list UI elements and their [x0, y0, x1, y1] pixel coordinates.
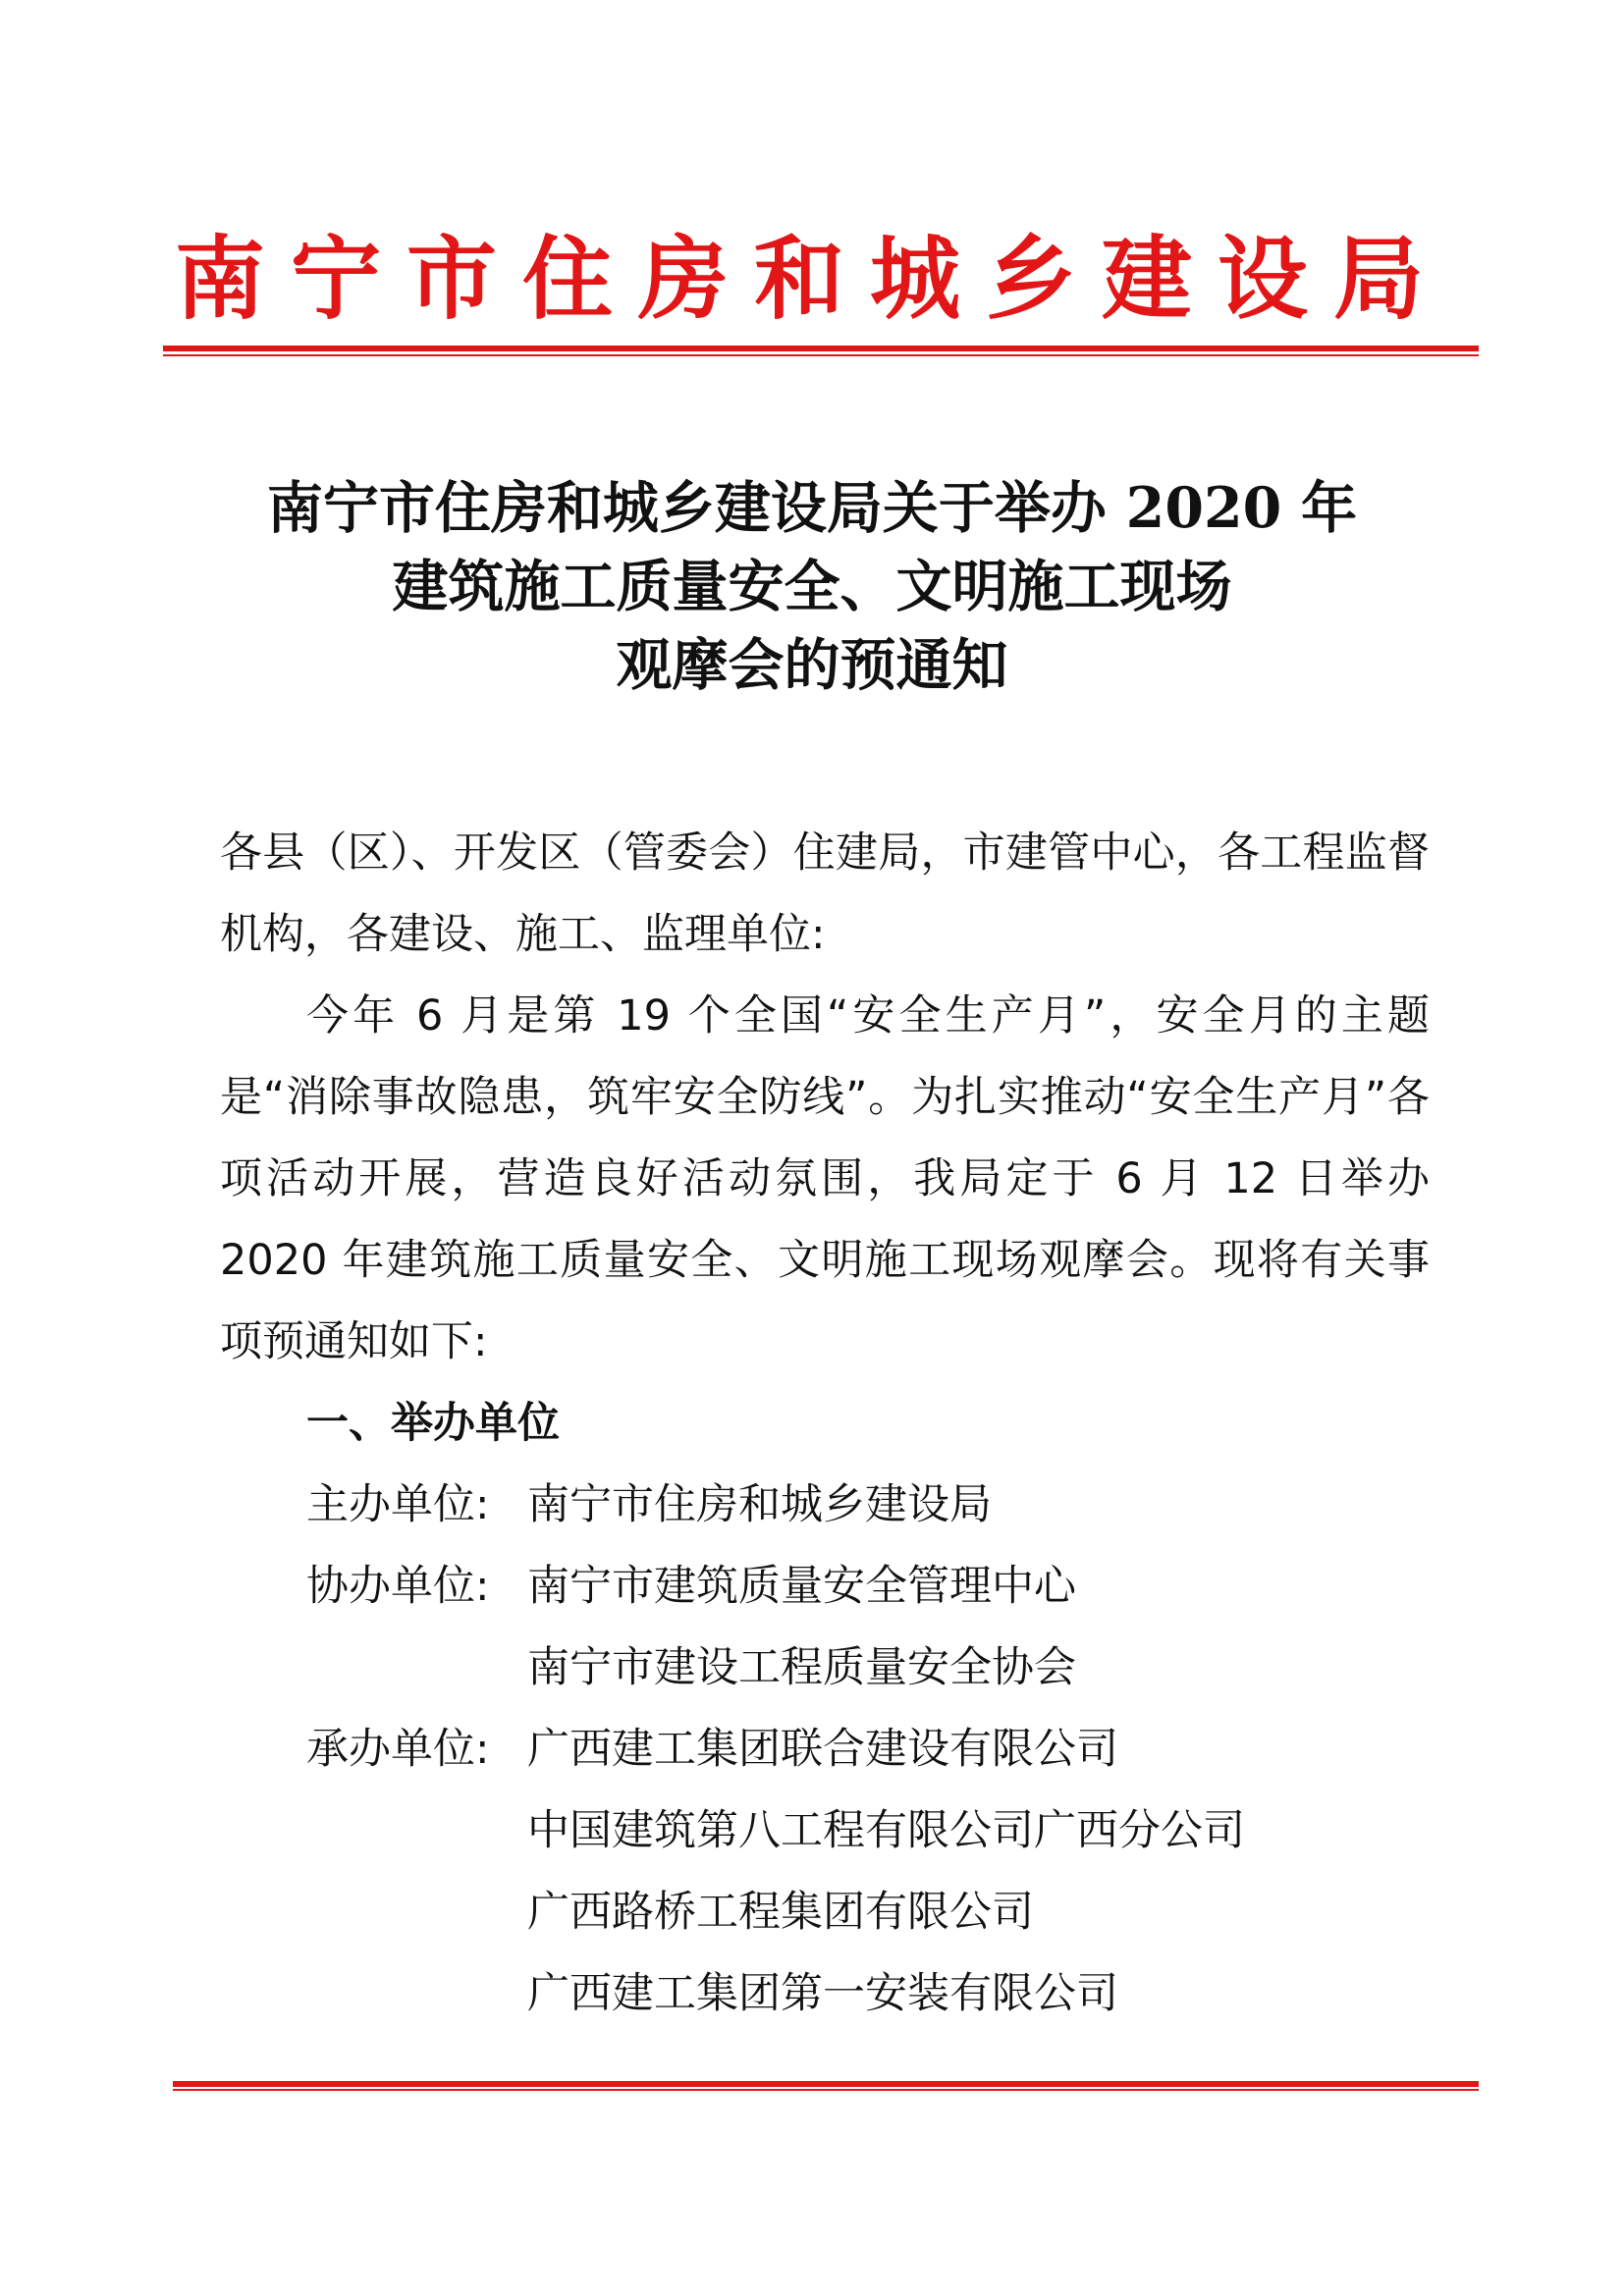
title-line-1: 南宁市住房和城乡建设局关于举办 2020 年	[266, 475, 1358, 541]
section-heading-organizers: 一、举办单位	[306, 1399, 560, 1448]
organizer-unit-value: 广西路桥工程集团有限公司	[527, 1888, 1034, 1937]
document-title	[0, 469, 1624, 705]
footer-red-rule-thick	[173, 2081, 1479, 2087]
addressee: 各县（区）、开发区（管委会）住建局，市建管中心，各工程监督机构，各建设、施工、监理单位:	[220, 828, 1430, 959]
organizer-unit-row	[220, 1953, 1430, 2035]
organizer-unit-value: 广西建工集团第一安装有限公司	[527, 1969, 1118, 2018]
co-unit-value: 南宁市建设工程质量安全协会	[527, 1643, 1076, 1692]
co-unit-label: 协办单位:	[306, 1562, 490, 1611]
organizer-unit-label: 承办单位:	[306, 1725, 490, 1774]
host-unit-value: 南宁市住房和城乡建设局	[527, 1480, 992, 1529]
header-red-rule-thick	[163, 346, 1479, 351]
document-body	[220, 813, 1430, 2035]
organizer-unit-row	[220, 1790, 1430, 1872]
title-line-3: 观摩会的预通知	[616, 632, 1008, 698]
intro-paragraph: 今年 6 月是第 19 个全国“安全生产月”，安全月的主题是“消除事故隐患，筑牢安全防线”。为扎实推动“安全生产月”各项活动开展，营造良好活动氛围，我局定于 6 月 12 日举办 2020 年建筑施工质量安全、文明施工现场观摩会。现将有关事项预通知如下:	[220, 991, 1430, 1366]
organization-header: 南宁市住房和城乡建设局	[174, 226, 1449, 332]
header-red-rule-thin	[163, 354, 1479, 356]
organizer-unit-value: 中国建筑第八工程有限公司广西分公司	[527, 1806, 1245, 1855]
host-unit-label: 主办单位:	[306, 1480, 490, 1529]
organizer-unit-row	[220, 1709, 1430, 1790]
footer-red-rule-thin	[173, 2089, 1479, 2091]
title-line-2: 建筑施工质量安全、文明施工现场	[392, 554, 1232, 619]
co-unit-row	[220, 1546, 1430, 1628]
co-unit-value: 南宁市建筑质量安全管理中心	[527, 1562, 1076, 1611]
co-unit-row	[220, 1628, 1430, 1709]
host-unit-row	[220, 1465, 1430, 1546]
organizer-unit-row	[220, 1872, 1430, 1953]
organizer-unit-value: 广西建工集团联合建设有限公司	[527, 1725, 1118, 1774]
